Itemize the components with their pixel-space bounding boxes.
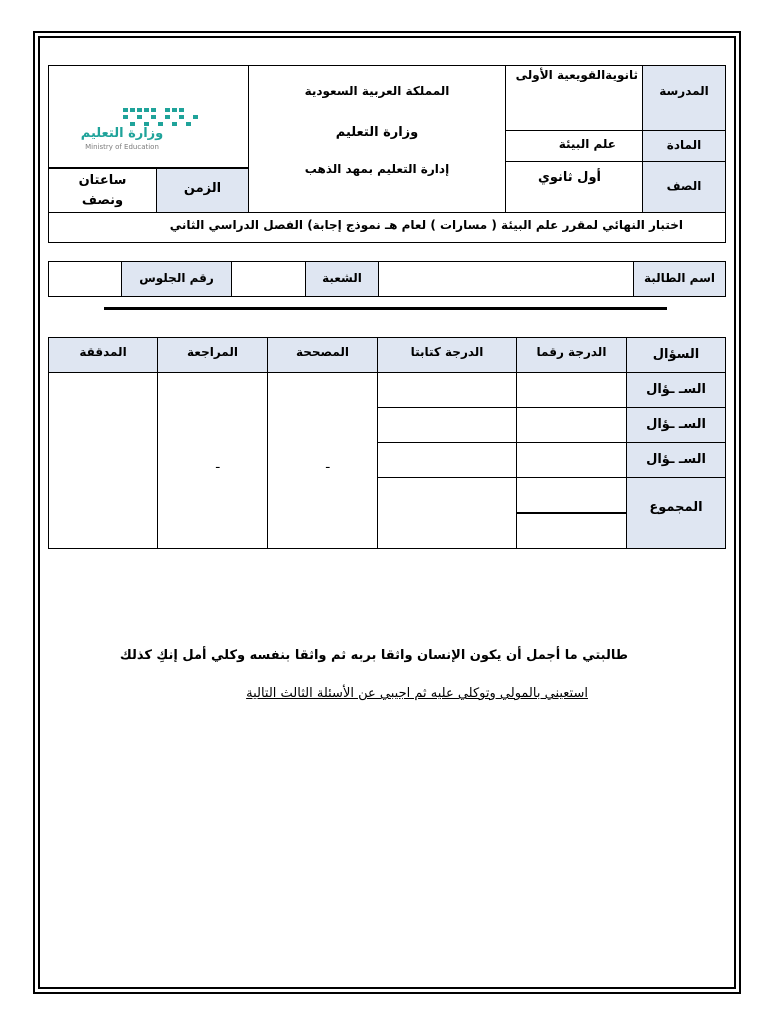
ministry-cell xyxy=(248,65,506,213)
time-value-cell xyxy=(48,168,157,213)
q1-label-cell xyxy=(626,372,726,408)
time-value-line1: ساعتان xyxy=(78,173,127,188)
th-grade-number-label: الدرجة رقما xyxy=(536,345,607,359)
reviewer-mark: ـ xyxy=(216,457,220,471)
th-auditor-label: المدققة xyxy=(79,345,127,359)
encouragement-message: طالبتي ما أجمل أن يكون الإنسان واثقا بربه ثم واثقا بنفسه وكلي أمل إنكِ كذلك xyxy=(119,648,628,663)
q1-grade-number xyxy=(516,372,627,408)
th-corrector xyxy=(267,337,378,373)
school-label: المدرسة xyxy=(659,84,709,98)
subject-value: علم البيئة xyxy=(558,137,616,151)
th-auditor xyxy=(48,337,158,373)
q2-grade-number xyxy=(516,407,627,443)
ministry-logo xyxy=(69,104,209,154)
total-grade-number-top xyxy=(516,477,627,514)
grade-label-cell xyxy=(642,161,726,213)
section-label-cell xyxy=(305,261,379,297)
th-corrector-label: المصححة xyxy=(295,345,350,359)
school-value-cell xyxy=(505,65,643,131)
q2-label: السـ ـؤال xyxy=(646,417,706,432)
section-label: الشعبة xyxy=(322,271,362,285)
q1-grade-words xyxy=(377,372,517,408)
th-question-label: السؤال xyxy=(652,347,700,362)
administration-name: إدارة التعليم بمهد الذهب xyxy=(304,162,450,176)
q1-label: السـ ـؤال xyxy=(646,382,706,397)
subject-label: المادة xyxy=(666,138,702,152)
grade-value: أول ثانوي xyxy=(537,170,601,185)
q3-label-cell xyxy=(626,442,726,478)
subject-label-cell xyxy=(642,130,726,162)
q3-grade-words xyxy=(377,442,517,478)
grade-value-cell xyxy=(505,161,643,213)
subject-value-cell xyxy=(505,130,643,162)
time-value-line2: ونصف xyxy=(81,193,124,208)
seat-label-cell xyxy=(121,261,232,297)
th-grade-words-label: الدرجة كتابتا xyxy=(410,345,484,359)
th-reviewer xyxy=(157,337,268,373)
logo-text-ar: وزارة التعليم xyxy=(80,126,164,141)
kingdom-name: المملكة العربية السعودية xyxy=(304,84,450,98)
name-label: اسم الطالبة xyxy=(644,271,715,285)
th-grade-words xyxy=(377,337,517,373)
total-divider xyxy=(516,512,627,514)
logo-cell xyxy=(48,65,249,168)
total-grade-number-bottom xyxy=(516,513,627,549)
seat-label: رقم الجلوس xyxy=(139,271,214,285)
exam-title-row xyxy=(48,212,726,243)
section-value-cell xyxy=(231,261,306,297)
logo-text-en: Ministry of Education xyxy=(85,143,159,151)
name-value-cell xyxy=(378,261,634,297)
separator-line xyxy=(104,307,667,310)
corrector-signature-cell xyxy=(267,372,378,549)
total-label: المجموع xyxy=(649,500,703,515)
q2-label-cell xyxy=(626,407,726,443)
q2-grade-words xyxy=(377,407,517,443)
ministry-name: وزارة التعليم xyxy=(335,125,419,140)
th-grade-number xyxy=(516,337,627,373)
exam-title: اختبار النهائي لمقرر علم البيئة ( مسارات ) لعام هـ نموذج إجابة) الفصل الدراسي الثاني xyxy=(169,218,683,232)
school-label-cell xyxy=(642,65,726,131)
name-label-cell xyxy=(633,261,726,297)
time-label: الزمن xyxy=(183,181,222,196)
q3-label: السـ ـؤال xyxy=(646,452,706,467)
q3-grade-number xyxy=(516,442,627,478)
school-value: ثانويةالقويعية الأولى xyxy=(515,68,638,82)
grade-label: الصف xyxy=(666,179,702,193)
th-question xyxy=(626,337,726,373)
th-reviewer-label: المراجعة xyxy=(187,345,238,359)
reviewer-signature-cell xyxy=(157,372,268,549)
corrector-mark: ـ xyxy=(326,457,330,471)
seat-value-cell xyxy=(48,261,122,297)
total-label-cell xyxy=(626,477,726,549)
total-grade-words xyxy=(377,477,517,549)
instructions-line: استعيني بالمولي وتوكلي عليه ثم اجيبي عن الأسئلة الثالث التالية xyxy=(246,686,588,701)
auditor-signature-cell xyxy=(48,372,158,549)
time-label-cell xyxy=(156,168,249,213)
